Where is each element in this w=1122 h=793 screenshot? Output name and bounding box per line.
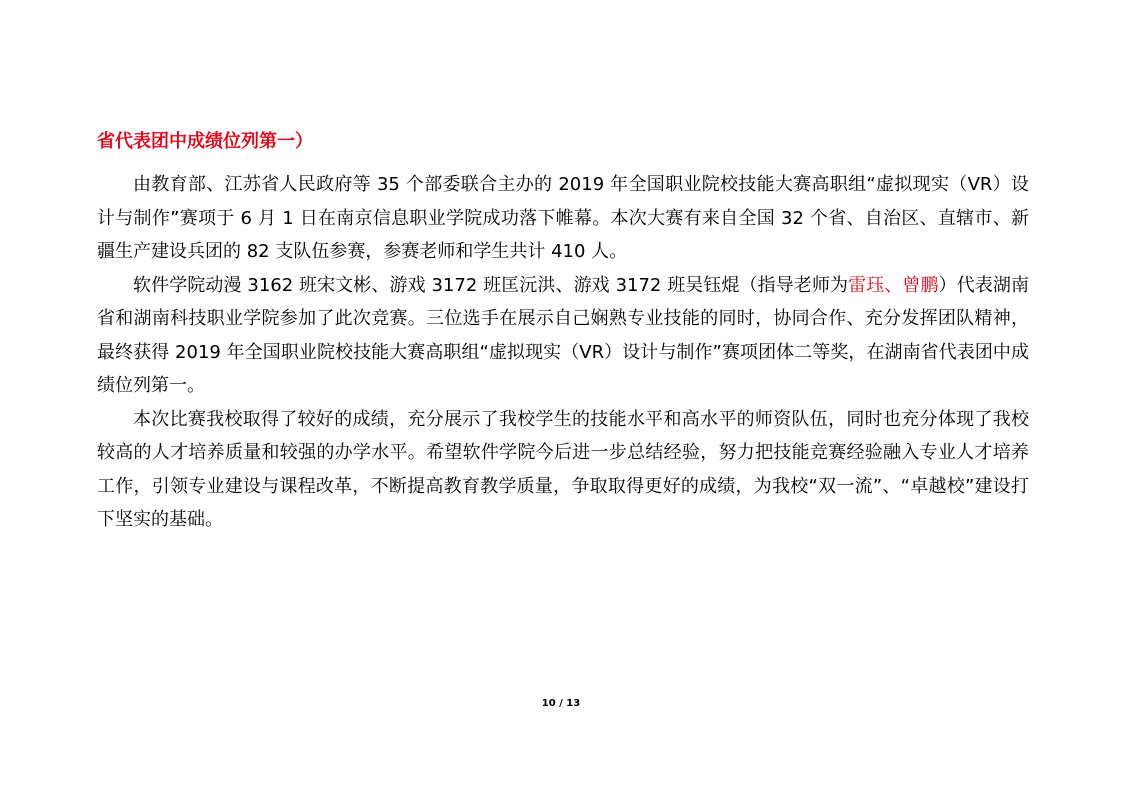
section-heading: 省代表团中成绩位列第一） [97,131,313,152]
team-result-text: ）代表湖南省和湖南科技职业学院参加了此次竞赛。三位选手在展示自己娴熟专业技能的同时，协同合作、充分发挥团队精神，最终获得 2019 年全国职业院校技能大赛高职组“虚拟现实（VR）设计与制作”赛项团体二等奖，在湖南省代表团中成绩位列第一。 [97,274,1030,396]
paragraph-competition-intro: 由教育部、江苏省人民政府等 35 个部委联合主办的 2019 年全国职业院校技能大赛高职组“虚拟现实（VR）设计与制作”赛项于 6 月 1 日在南京信息职业学院成功落下帷幕。本次大赛有来自全国 32 个省、自治区、直辖市、新疆生产建设兵团的 82 支队伍参赛，参赛老师和学生共计 410 人。 [97,174,1029,262]
team-members-text: 软件学院动漫 3162 班宋文彬、游戏 3172 班匡沅洪、游戏 3172 班吴钰焜（指导老师为 [133,274,849,296]
article-body [97,168,1029,537]
instructor-names: 雷珏、曾鹏 [848,274,939,296]
page-number: 10 / 13 [541,698,581,709]
paragraph-team-result [97,269,1029,403]
paragraph-conclusion: 本次比赛我校取得了较好的成绩，充分展示了我校学生的技能水平和高水平的师资队伍，同时也充分体现了我校较高的人才培养质量和较强的办学水平。希望软件学院今后进一步总结经验，努力把技能竞赛经验融入专业人才培养工作，引领专业建设与课程改革，不断提高教育教学质量，争取取得更好的成绩，为我校“双一流”、“卓越校”建设打下坚实的基础。 [97,408,1029,530]
